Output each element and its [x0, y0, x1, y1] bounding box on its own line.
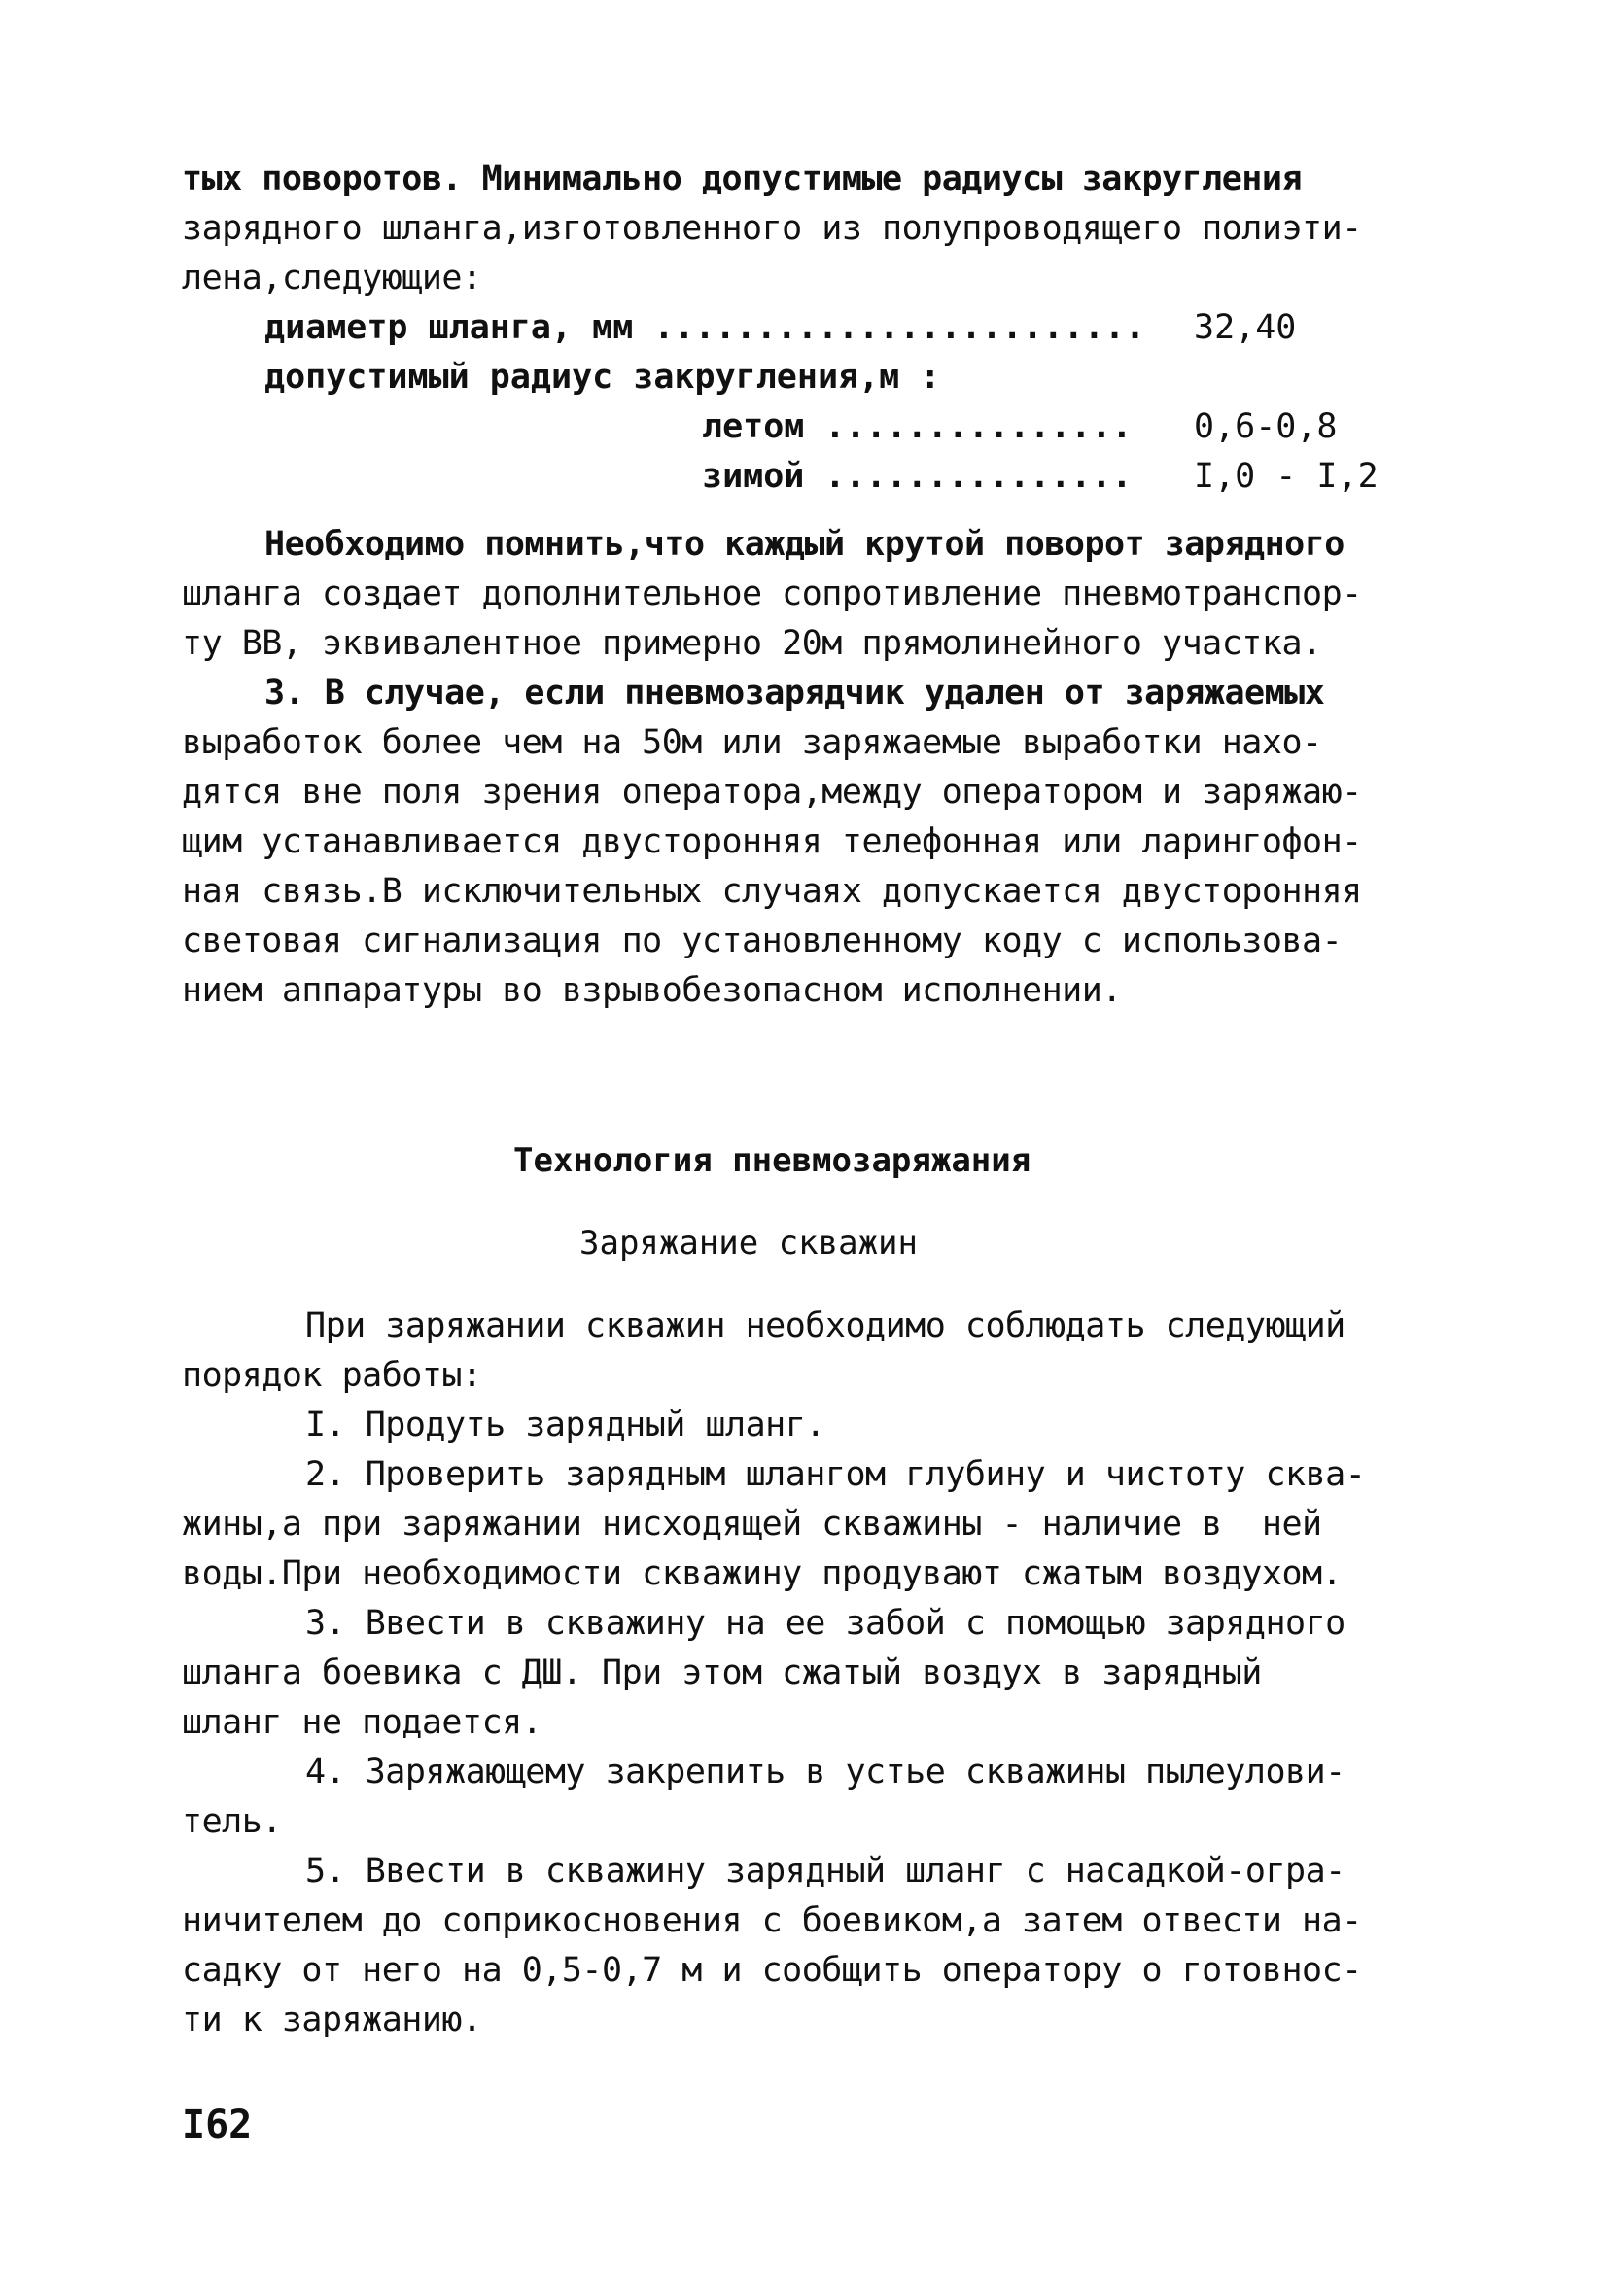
paragraph-3-line-5: ная связь.В исключительных случаях допускается двусторонняя [182, 872, 1362, 911]
step-3-line-2: шланга боевика с ДШ. При этом сжатый воздух в зарядный [182, 1653, 1262, 1692]
paragraph-4-line-1: При заряжании скважин необходимо соблюдать следующий [305, 1306, 1345, 1345]
step-2-line-2: жины,а при заряжании нисходящей скважины - наличие в ней [182, 1505, 1322, 1544]
step-1-line-1: I. Продуть зарядный шланг. [305, 1406, 825, 1444]
step-4-line-1: 4. Заряжающему закрепить в устье скважины пылеулови- [305, 1753, 1345, 1792]
page-number: I62 [182, 2103, 253, 2147]
paragraph-2-line-2: шланга создает дополнительное сопротивление пневмотранспор- [182, 574, 1362, 613]
paragraph-1-line-1: тых поворотов. Минимально допустимые радиусы закругления [182, 159, 1303, 198]
spec-winter-label: зимой ............... [702, 457, 1133, 496]
step-4-line-2: тель. [182, 1802, 282, 1841]
paragraph-4-line-2: порядок работы: [182, 1356, 482, 1395]
spec-radius-label: допустимый радиус закругления,м : [264, 358, 941, 397]
step-5-line-4: ти к заряжанию. [182, 2000, 482, 2039]
step-5-line-3: садку от него на 0,5-0,7 м и сообщить оператору о готовнос- [182, 1951, 1362, 1990]
paragraph-3-line-1: 3. В случае, если пневмозарядчик удален от заряжаемых [264, 674, 1325, 713]
spec-diameter-label: диаметр шланга, мм ........................ [264, 308, 1146, 347]
step-3-line-3: шланг не подается. [182, 1703, 542, 1742]
step-5-line-2: ничителем до соприкосновения с боевиком,а затем отвести на- [182, 1901, 1362, 1940]
paragraph-2-line-1: Необходимо помнить,что каждый крутой поворот зарядного [264, 525, 1345, 564]
paragraph-2-line-3: ту ВВ, эквивалентное примерно 20м прямолинейного участка. [182, 624, 1322, 663]
step-5-line-1: 5. Ввести в скважину зарядный шланг с насадкой-огра- [305, 1852, 1345, 1891]
step-2-line-1: 2. Проверить зарядным шлангом глубину и чистоту сква- [305, 1455, 1366, 1494]
paragraph-3-line-4: щим устанавливается двусторонняя телефонная или ларингофон- [182, 822, 1362, 861]
spec-summer-value: 0,6-0,8 [1194, 407, 1338, 446]
section-title: Технология пневмозаряжания [513, 1141, 1031, 1180]
step-3-line-1: 3. Ввести в скважину на ее забой с помощью зарядного [305, 1604, 1345, 1643]
paragraph-3-line-2: выработок более чем на 50м или заряжаемые выработки нахо- [182, 723, 1322, 762]
paragraph-1-line-2: зарядного шланга,изготовленного из полупроводящего полиэти- [182, 209, 1362, 248]
spec-summer-label: летом ............... [702, 407, 1133, 446]
paragraph-1-line-3: лена,следующие: [182, 259, 482, 297]
spec-diameter-value: 32,40 [1194, 308, 1297, 347]
paragraph-3-line-3: дятся вне поля зрения оператора,между оператором и заряжаю- [182, 773, 1362, 812]
paragraph-3-line-6: световая сигнализация по установленному коду с использова- [182, 922, 1343, 960]
paragraph-3-line-7: нием аппаратуры во взрывобезопасном исполнении. [182, 971, 1122, 1010]
step-2-line-3: воды.При необходимости скважину продувают сжатым воздухом. [182, 1554, 1343, 1593]
subsection-title: Заряжание скважин [579, 1224, 918, 1263]
spec-winter-value: I,0 - I,2 [1194, 457, 1379, 496]
